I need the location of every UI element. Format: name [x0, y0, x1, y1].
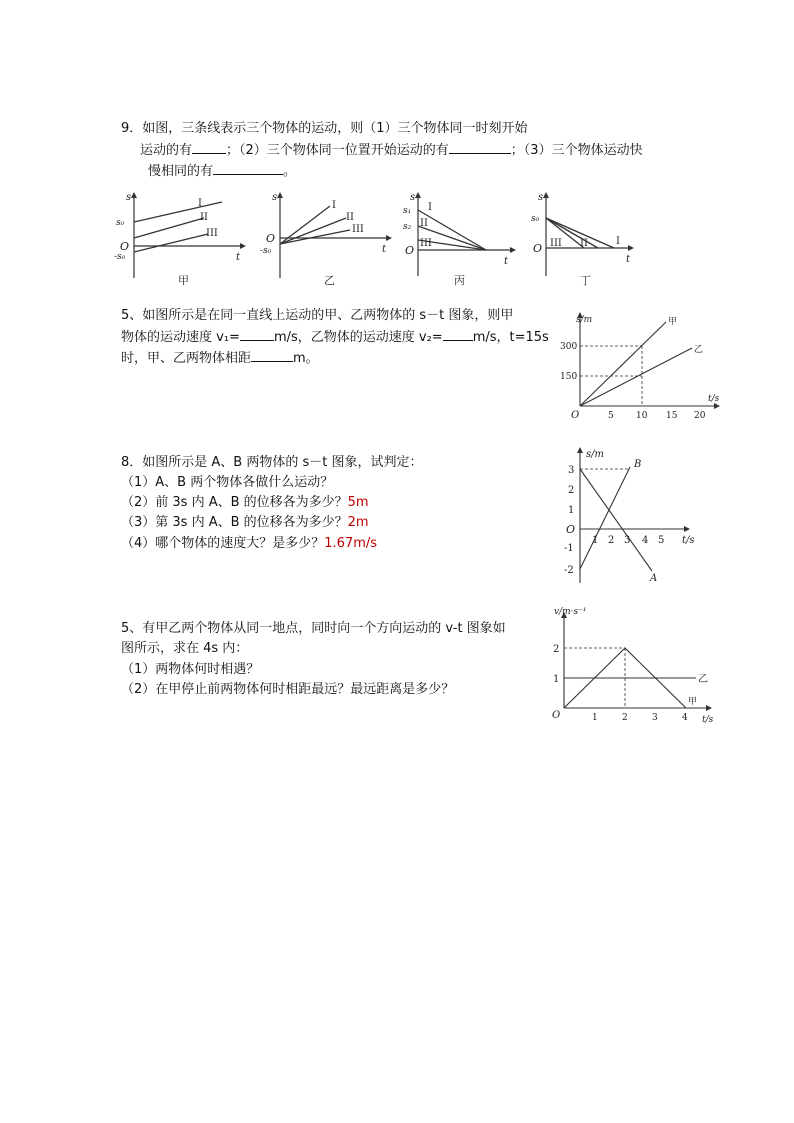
q8-ytick-3: 3 — [568, 465, 575, 476]
q9-jia-line-I: I — [198, 198, 202, 209]
q9-ding-line-I: I — [616, 236, 620, 247]
q5a-line-1: 5、如图所示是在同一直线上运动的甲、乙两物体的 s－t 图象，则甲 — [121, 308, 514, 323]
q9-yi-origin: O — [266, 232, 276, 245]
q8-xtick-5: 5 — [658, 535, 665, 546]
q5b-ytick-2: 2 — [553, 644, 560, 655]
q9-bing-line-II: II — [420, 218, 428, 229]
q9-jia-t-label: t — [236, 252, 241, 263]
q8-line-B — [580, 467, 630, 569]
q9-line-3: 慢相同的有 。 — [148, 164, 297, 179]
q9-ding-line-II: II — [580, 238, 588, 249]
q9-graph-jia — [112, 188, 250, 290]
q8-line-3: （2）前 3s 内 A、B 的位移各为多少？5m — [121, 495, 369, 510]
q5a-ytick-150: 150 — [560, 372, 578, 382]
q5b-ytick-1: 1 — [553, 674, 560, 685]
q9-bing-s2: s₂ — [403, 222, 412, 232]
q8-xlabel: t/s — [682, 535, 695, 546]
q9-blank-2[interactable] — [449, 141, 511, 154]
q8-answer-3: 2m — [347, 515, 369, 530]
q8-ytick-2: 2 — [568, 485, 575, 496]
q8-line-4: （3）第 3s 内 A、B 的位移各为多少？2m — [121, 515, 369, 530]
q9-ding-line-III: III — [550, 238, 562, 249]
q5b-line-3: （1）两物体何时相遇？ — [121, 662, 260, 677]
q5a-origin: O — [571, 410, 580, 421]
q8-chart — [560, 445, 706, 587]
q9-ding-caption: 丁 — [580, 274, 591, 287]
q9-blank-3[interactable] — [213, 162, 283, 175]
q8-ytick-neg2: -2 — [564, 565, 574, 576]
q5a-xtick-5: 5 — [608, 411, 614, 421]
q9-blank-1[interactable] — [192, 141, 226, 154]
q8-line-2: （1）A、B 两个物体各做什么运动？ — [121, 475, 334, 490]
q5a-xtick-20: 20 — [694, 411, 706, 421]
q5b-xtick-1: 1 — [592, 713, 598, 723]
q9-jia-line-II: II — [200, 212, 208, 223]
q5b-xlabel: t/s — [702, 715, 714, 725]
q9-line-2: 运动的有 ；（2）三个物体同一位置开始运动的有 ；（3）三个物体运动快 — [140, 143, 643, 158]
q8-line-A — [580, 469, 652, 571]
q9-jia-origin: O — [120, 240, 130, 253]
q9-jia-s0: s₀ — [116, 218, 125, 228]
q9-line-1: 9．如图，三条线表示三个物体的运动，则（1）三个物体同一时刻开始 — [121, 121, 528, 136]
q5a-ytick-300: 300 — [560, 342, 578, 352]
q9-graph-yi — [258, 188, 396, 290]
q5a-blank-distance[interactable] — [251, 349, 293, 362]
q5b-ylabel: v/m·s⁻¹ — [554, 607, 587, 617]
q8-answer-4: 1.67m/s — [324, 536, 378, 551]
q9-bing-s-label: s — [410, 192, 416, 203]
q9-bing-t-label: t — [504, 256, 509, 267]
q8-line-5: （4）哪个物体的速度大？是多少？1.67m/s — [121, 536, 378, 551]
q5a-xtick-10: 10 — [636, 411, 648, 421]
q5b-line-2: 图所示，求在 4s 内： — [121, 641, 249, 656]
q9-bing-caption: 丙 — [454, 274, 465, 287]
q5b-origin: O — [552, 710, 561, 721]
q5a-ylabel: s/m — [576, 315, 593, 325]
q8-line-1: 8．如图所示是 A、B 两物体的 s－t 图象，试判定： — [121, 455, 423, 470]
q9-ding-t-label: t — [626, 254, 631, 265]
q8-xtick-3: 3 — [624, 535, 631, 546]
q9-yi-s-label: s — [272, 192, 278, 203]
q9-ding-s0: s₀ — [531, 214, 540, 224]
q5b-xtick-4: 4 — [682, 713, 688, 723]
q9-graph-ding — [528, 188, 640, 290]
q5a-blank-v1[interactable] — [240, 328, 274, 341]
q9-yi-line-I: I — [332, 200, 336, 211]
q8-xtick-1: 1 — [592, 535, 599, 546]
q9-bing-line-I: I — [428, 202, 432, 213]
q8-xtick-4: 4 — [642, 535, 649, 546]
q8-answer-2: 5m — [347, 495, 369, 510]
q9-yi-line-III: III — [352, 224, 364, 235]
q5a-xtick-15: 15 — [666, 411, 678, 421]
q8-ylabel: s/m — [586, 449, 604, 460]
q5a-series-yi: 乙 — [694, 345, 704, 355]
q5a-line-3: 时，甲、乙两物体相距 m。 — [121, 351, 319, 366]
q9-bing-origin: O — [405, 244, 415, 257]
q5b-series-yi: 乙 — [698, 674, 708, 685]
q5b-chart — [546, 604, 718, 726]
q9-yi-caption: 乙 — [324, 274, 335, 287]
q9-bing-line-III: III — [420, 238, 432, 249]
q5a-chart — [562, 310, 724, 426]
q8-ytick-neg1: -1 — [564, 543, 574, 554]
q9-jia-line-III: III — [206, 228, 218, 239]
q5a-blank-v2[interactable] — [443, 328, 473, 341]
q5b-xtick-3: 3 — [652, 713, 658, 723]
q8-ytick-1: 1 — [568, 505, 575, 516]
q9-yi-t-label: t — [382, 244, 387, 255]
q9-graph-bing — [398, 188, 522, 290]
q8-series-A: A — [650, 573, 658, 584]
q9-yi-line-II: II — [346, 212, 354, 223]
q5b-xtick-2: 2 — [622, 713, 628, 723]
q5b-line-4: （2）在甲停止前两物体何时相距最远？最远距离是多少？ — [121, 682, 455, 697]
q9-jia-neg-s0: -s₀ — [114, 252, 126, 262]
q5a-xlabel: t/s — [708, 394, 720, 404]
q9-ding-s-label: s — [538, 192, 544, 203]
q9-jia-caption: 甲 — [178, 274, 189, 287]
q9-yi-neg-s0: -s₀ — [260, 246, 272, 256]
q9-ding-origin: O — [533, 242, 543, 255]
q5a-series-jia: 甲 — [668, 317, 678, 327]
q8-xtick-2: 2 — [608, 535, 615, 546]
q5b-line-1: 5、有甲乙两个物体从同一地点，同时向一个方向运动的 v-t 图象如 — [121, 621, 506, 636]
q9-bing-s1: s₁ — [403, 206, 412, 216]
q5b-series-jia: 甲 — [688, 697, 698, 707]
q5a-line-2: 物体的运动速度 v₁= m/s，乙物体的运动速度 v₂= m/s，t=15s — [121, 330, 549, 345]
q8-origin: O — [566, 523, 576, 536]
q5a-line-jia — [580, 322, 666, 406]
q8-series-B: B — [634, 459, 642, 470]
q9-jia-s-label: s — [126, 192, 132, 203]
q5a-line-yi — [580, 348, 692, 406]
